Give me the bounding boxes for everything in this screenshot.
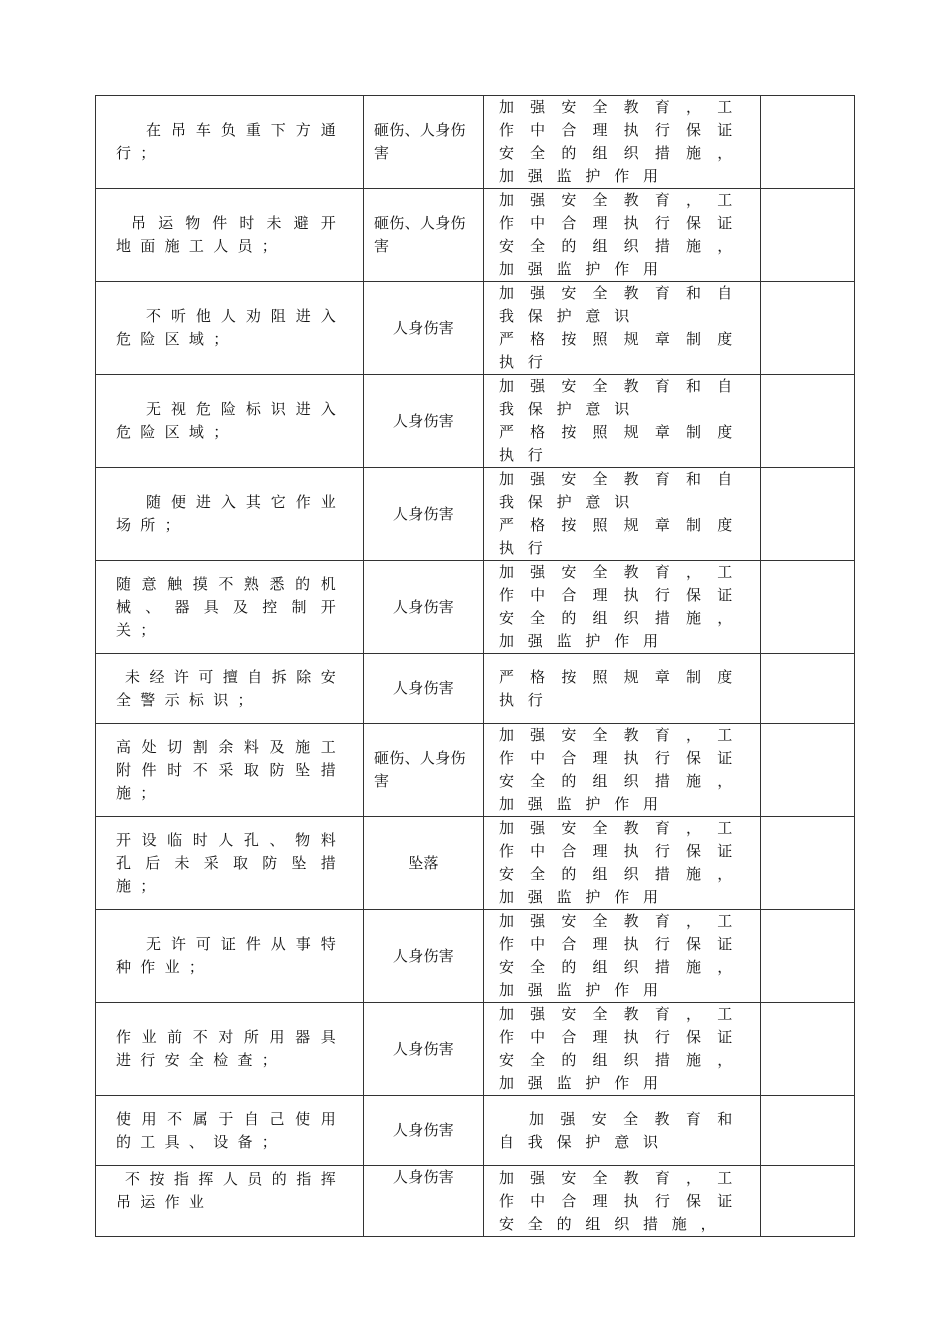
table-row: [96, 282, 855, 375]
measures-cell: [484, 468, 761, 561]
measures-cell: [484, 654, 761, 724]
remark-cell: [761, 1003, 855, 1096]
measures-cell: [484, 1166, 761, 1237]
hazard-cell: 随便进入其它作业场所；: [96, 468, 364, 561]
hazard-cell: 开设临时人孔、物料孔后未采取防坠措施；: [96, 817, 364, 910]
measures-cell: [484, 282, 761, 375]
harm-cell: 人身伤害: [364, 654, 484, 724]
risk-table: [95, 95, 855, 1237]
remark-cell: [761, 1096, 855, 1166]
table-row: [96, 561, 855, 654]
harm-cell: 人身伤害: [364, 561, 484, 654]
harm-cell: 人身伤害: [364, 910, 484, 1003]
harm-cell: 人身伤害: [364, 375, 484, 468]
harm-cell: 人身伤害: [364, 282, 484, 375]
hazard-cell: 使用不属于自己使用的工具、设备；: [96, 1096, 364, 1166]
remark-cell: [761, 468, 855, 561]
measure-text: 严格按照规章制度执行: [499, 330, 746, 371]
harm-cell: 坠落: [364, 817, 484, 910]
hazard-cell: 未经许可擅自拆除安全警示标识；: [96, 654, 364, 724]
measure-text: 加强安全教育，工作中合理执行保证安全的组织措施，加强监护作用: [499, 191, 746, 278]
remark-cell: [761, 724, 855, 817]
harm-cell: 砸伤、人身伤害: [364, 724, 484, 817]
remark-cell: [761, 96, 855, 189]
table-row: [96, 1096, 855, 1166]
measures-cell: [484, 96, 761, 189]
harm-cell: 人身伤害: [364, 1166, 484, 1237]
hazard-cell: 随意触摸不熟悉的机械、器具及控制开关；: [96, 561, 364, 654]
hazard-cell: 无许可证件从事特种作业；: [96, 910, 364, 1003]
measures-cell: [484, 910, 761, 1003]
hazard-cell: 高处切割余料及施工附件时不采取防坠措施；: [96, 724, 364, 817]
remark-cell: [761, 654, 855, 724]
measures-cell: [484, 561, 761, 654]
measure-text: 加强安全教育和自我保护意识: [499, 284, 746, 325]
remark-cell: [761, 282, 855, 375]
measure-text: 严格按照规章制度执行: [499, 423, 746, 464]
measure-text: 加强安全教育，工作中合理执行保证安全的组织措施，加强监护作用: [499, 1005, 746, 1092]
table-row: [96, 375, 855, 468]
table-row: [96, 654, 855, 724]
table-row: [96, 1166, 855, 1237]
measures-cell: [484, 1003, 761, 1096]
measure-text: 加强安全教育，工作中合理执行保证安全的组织措施，加强监护作用: [499, 912, 746, 999]
hazard-cell: 不按指挥人员的指挥吊运作业: [96, 1166, 364, 1237]
harm-cell: 砸伤、人身伤害: [364, 96, 484, 189]
remark-cell: [761, 1166, 855, 1237]
hazard-cell: 作业前不对所用器具进行安全检查；: [96, 1003, 364, 1096]
measures-cell: [484, 375, 761, 468]
measure-text: 加强安全教育，工作中合理执行保证安全的组织措施，: [499, 1169, 746, 1233]
remark-cell: [761, 375, 855, 468]
hazard-cell: 不听他人劝阻进入危险区域；: [96, 282, 364, 375]
remark-cell: [761, 189, 855, 282]
measures-cell: [484, 724, 761, 817]
table-row: [96, 724, 855, 817]
measure-text: 加强安全教育，工作中合理执行保证安全的组织措施，加强监护作用: [499, 819, 746, 906]
measure-text: 加强安全教育和自我保护意识: [499, 470, 746, 511]
table-row: [96, 817, 855, 910]
measures-cell: [484, 1096, 761, 1166]
measure-text: 加强安全教育，工作中合理执行保证安全的组织措施，加强监护作用: [499, 563, 746, 650]
harm-cell: 人身伤害: [364, 468, 484, 561]
remark-cell: [761, 817, 855, 910]
table-row: [96, 910, 855, 1003]
remark-cell: [761, 910, 855, 1003]
hazard-cell: 在吊车负重下方通行；: [96, 96, 364, 189]
measure-text: 严格按照规章制度执行: [499, 667, 746, 709]
harm-cell: 人身伤害: [364, 1096, 484, 1166]
hazard-cell: 吊运物件时未避开地面施工人员；: [96, 189, 364, 282]
table-row: [96, 1003, 855, 1096]
measures-cell: [484, 189, 761, 282]
measure-text: 严格按照规章制度执行: [499, 516, 746, 557]
measures-cell: [484, 817, 761, 910]
table-row: [96, 96, 855, 189]
measure-text: 加强安全教育，工作中合理执行保证安全的组织措施，加强监护作用: [499, 726, 746, 813]
hazard-cell: 无视危险标识进入危险区域；: [96, 375, 364, 468]
remark-cell: [761, 561, 855, 654]
measure-text: 加强安全教育和自我保护意识: [499, 1109, 746, 1151]
harm-cell: 砸伤、人身伤害: [364, 189, 484, 282]
measure-text: 加强安全教育和自我保护意识: [499, 377, 746, 418]
measure-text: 加强安全教育，工作中合理执行保证安全的组织措施，加强监护作用: [499, 98, 746, 185]
table-row: [96, 189, 855, 282]
table-row: [96, 468, 855, 561]
harm-cell: 人身伤害: [364, 1003, 484, 1096]
